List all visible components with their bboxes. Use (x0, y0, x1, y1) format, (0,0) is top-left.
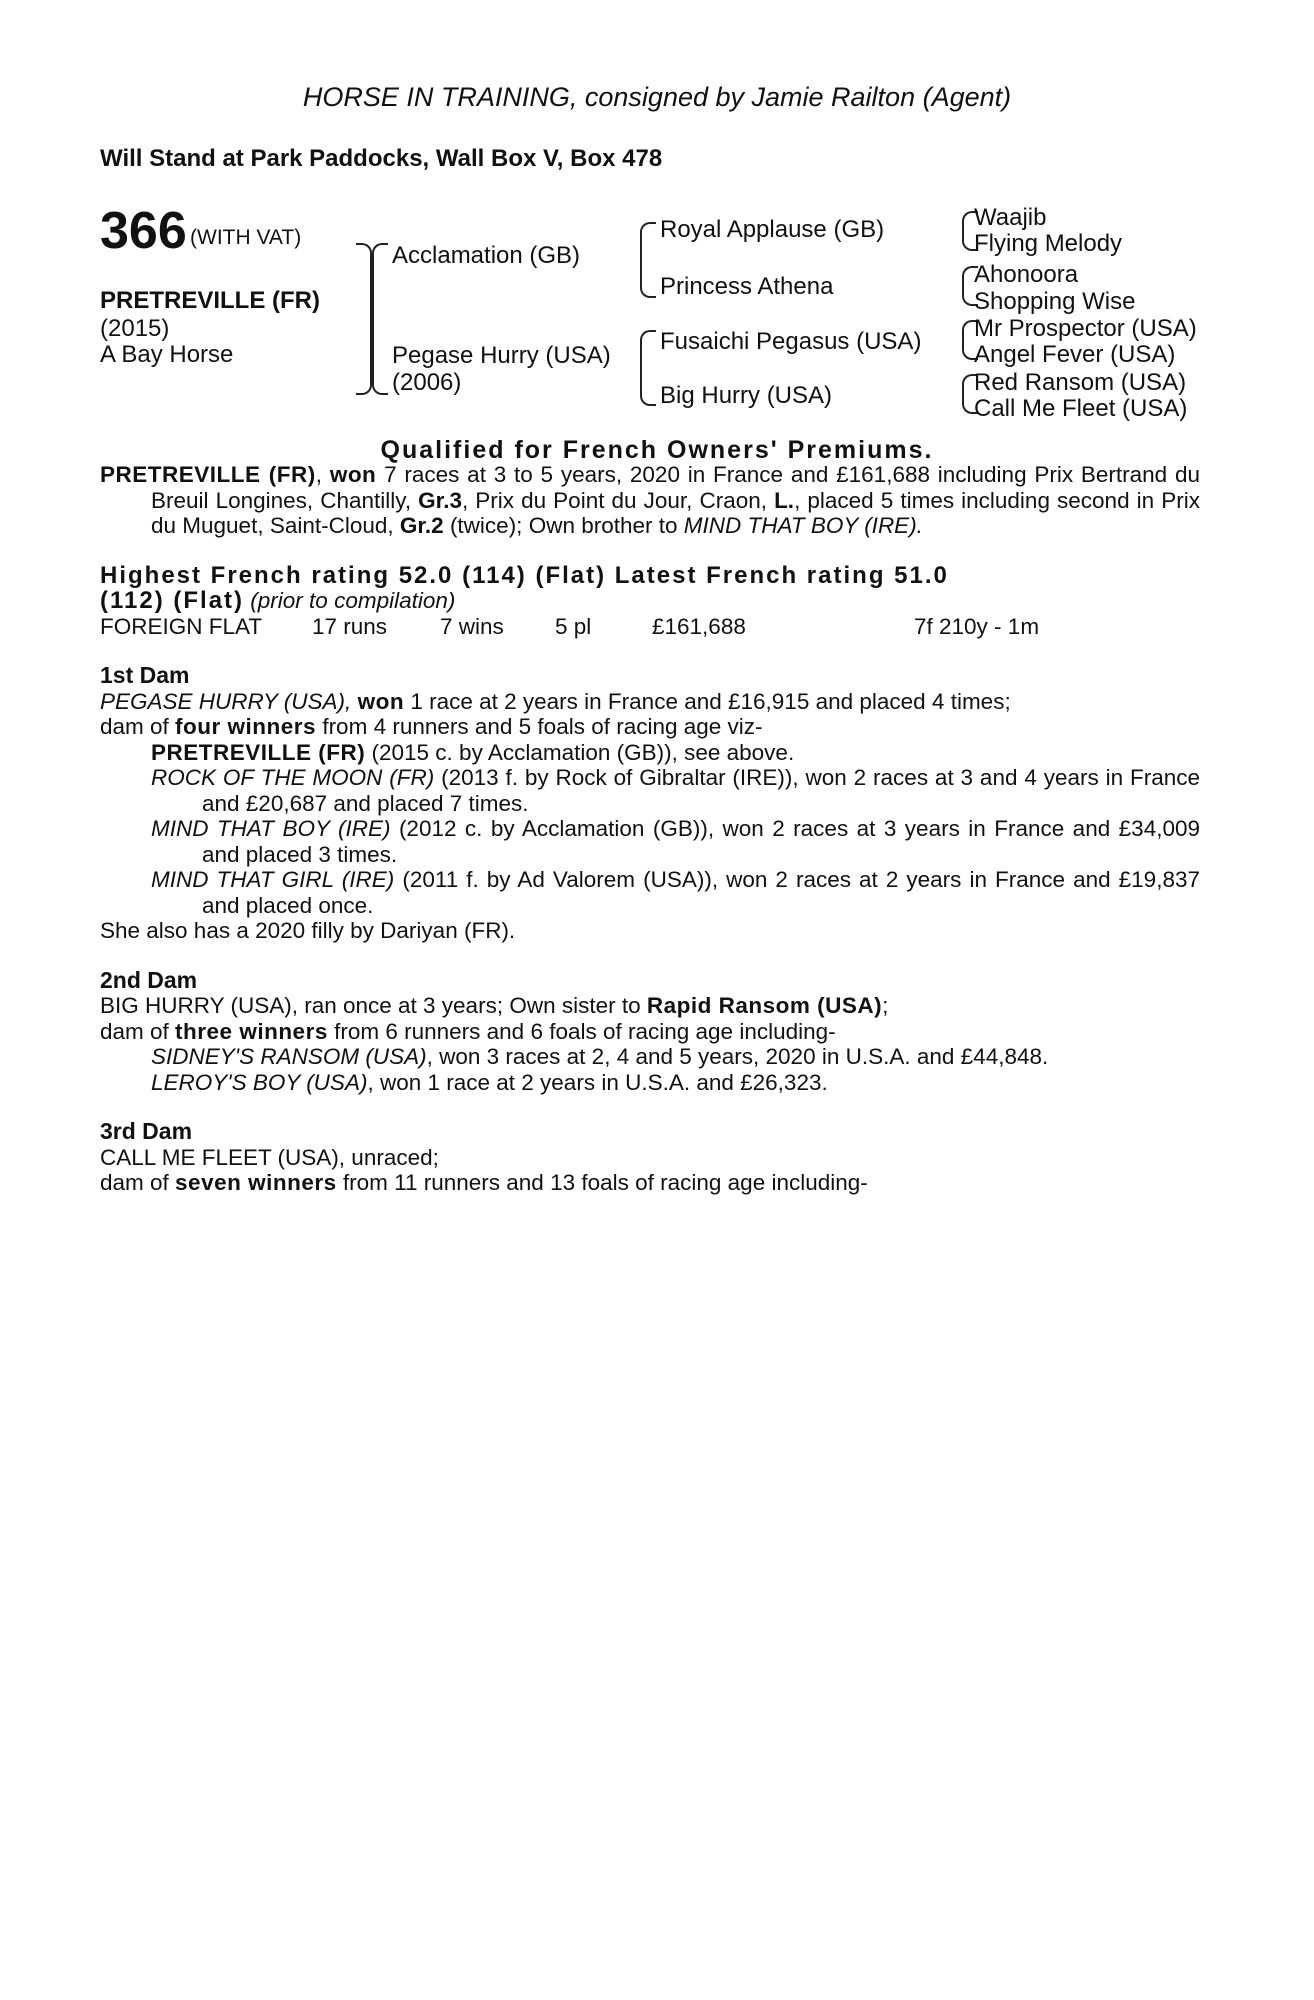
produce-1-name: PRETREVILLE (FR) (151, 739, 366, 765)
second-dam-record: BIG HURRY (USA), ran once at 3 years; Own sister to (100, 993, 647, 1018)
produce-2-name: LEROY'S BOY (USA) (151, 1069, 368, 1095)
qualified-note: Qualified for French Owners' Premiums. (380, 436, 934, 464)
pedigree-sss: Waajib (974, 204, 1047, 231)
pedigree-sds: Ahonoora (974, 261, 1079, 288)
rating-line-2-bold: (112) (Flat) (100, 587, 245, 614)
pedigree-dss: Mr Prospector (USA) (974, 315, 1197, 342)
horse-year: (2015) (100, 315, 170, 342)
produce-3-text: (2012 c. by Acclamation (GB)), won 2 races at 3 years in France and £34,009 and placed 3 times. (202, 816, 1200, 867)
first-dam-text (100, 689, 1200, 715)
produce-1-text: (2015 c. by Acclamation (GB)), see above. (365, 739, 795, 765)
produce-3-name: MIND THAT BOY (IRE) (151, 816, 391, 841)
third-dam-text: CALL ME FLEET (USA), unraced; (100, 1144, 439, 1170)
first-dam-winners: four winners (175, 714, 317, 739)
produce-2-name: ROCK OF THE MOON (FR) (151, 765, 435, 790)
third-dam-produce-summary (100, 1170, 1200, 1196)
pedigree-dds: Red Ransom (USA) (974, 369, 1187, 396)
produce-2-text: , won 1 race at 2 years in U.S.A. and £26,323. (367, 1069, 828, 1095)
pedigree-brace-main (356, 243, 372, 395)
third-dam-heading: 3rd Dam (100, 1118, 193, 1144)
produce-4-name: MIND THAT GIRL (IRE) (151, 867, 395, 892)
stats-distance: 7f 210y - 1m (914, 613, 1040, 639)
pedigree-ssd: Flying Melody (974, 230, 1123, 257)
page-title: HORSE IN TRAINING, consigned by Jamie Railton (Agent) (302, 82, 1012, 112)
record-horse-name: PRETREVILLE (FR) (100, 462, 316, 487)
first-dam-produce-4 (100, 867, 1200, 918)
produce-1-name: SIDNEY'S RANSOM (USA) (151, 1044, 427, 1069)
pedigree-brace-parents (372, 243, 388, 395)
first-dam-heading: 1st Dam (100, 662, 190, 688)
horse-name: PRETREVILLE (FR) (100, 287, 320, 314)
rating-line-1: Highest French rating 52.0 (114) (Flat) Latest French rating 51.0 (100, 561, 949, 589)
stats-runs: 17 runs (312, 613, 388, 639)
pedigree-dam-year: (2006) (392, 369, 462, 396)
pedigree-sdd: Shopping Wise (974, 288, 1136, 315)
vat-note: (WITH VAT) (190, 226, 302, 249)
first-dam-produce-rest: from 4 runners and 5 foals of racing age viz- (316, 714, 763, 739)
second-dam-sister: Rapid Ransom (USA) (646, 993, 883, 1018)
second-dam-text-end: ; (882, 993, 889, 1018)
third-dam-winners: seven winners (175, 1170, 337, 1195)
record-text-1: 7 races at 3 to 5 years, 2020 in France and £161,688 including Prix Bertrand du Breuil Longines, Chantilly, (151, 462, 1200, 513)
record-brother: MIND THAT BOY (IRE). (683, 513, 923, 538)
first-dam-also: She also has a 2020 filly by Dariyan (FR). (100, 918, 516, 943)
lot-number: 366 (100, 202, 187, 260)
second-dam-produce-rest: from 6 runners and 6 foals of racing age including- (327, 1018, 836, 1044)
first-dam-name: PEGASE HURRY (USA), (100, 688, 352, 714)
pedigree-ds: Fusaichi Pegasus (USA) (660, 328, 922, 355)
produce-2-text: (2013 f. by Rock of Gibraltar (IRE)), won 2 races at 3 and 4 years in France and £20,687 and placed 7 times. (202, 765, 1200, 816)
first-dam-produce-1 (100, 740, 1200, 766)
race-stats (100, 614, 1200, 640)
horse-description: A Bay Horse (100, 341, 234, 368)
dam-of-label: dam of (100, 714, 176, 739)
third-dam-produce-rest: from 11 runners and 13 foals of racing age including- (336, 1170, 868, 1195)
pedigree-sd: Princess Athena (660, 273, 834, 300)
first-dam-produce-3 (100, 816, 1200, 867)
record-text-4: (twice); Own brother to (443, 513, 684, 538)
second-dam-produce-2 (100, 1070, 1200, 1096)
pedigree-sire: Acclamation (GB) (392, 242, 581, 269)
first-dam-won: won (357, 688, 405, 714)
race-record (100, 462, 1200, 1196)
first-dam-produce-2 (100, 765, 1200, 816)
record-won: won (329, 462, 377, 487)
stats-label: FOREIGN FLAT (100, 613, 263, 639)
second-dam-text (100, 993, 1200, 1019)
rating-line-2 (100, 588, 1200, 614)
race-record-text: PRETREVILLE (FR), won 7 races at 3 to 5 years, 2020 in France and £161,688 including Prix Bertrand du Breuil Longines, Chantilly, Gr.3, Prix du Point du Jour, Craon, L., placed 5 times including second in Prix du Muguet, Saint-Cloud, Gr.2 (twice); Own brother to MIND THAT BOY (IRE). (100, 462, 1200, 538)
pedigree-ddd: Call Me Fleet (USA) (974, 395, 1188, 422)
second-dam-heading: 2nd Dam (100, 966, 198, 993)
pedigree-dam: Pegase Hurry (USA) (392, 342, 611, 369)
rating-line-2-note: (prior to compilation) (250, 588, 456, 613)
record-listed: L. (774, 487, 795, 513)
dam-of-label: dam of (100, 1018, 176, 1044)
second-dam-produce-summary (100, 1019, 1200, 1045)
produce-4-text: (2011 f. by Ad Valorem (USA)), won 2 races at 2 years in France and £19,837 and placed once. (202, 867, 1200, 918)
stats-money: £161,688 (652, 613, 746, 639)
produce-1-text: , won 3 races at 2, 4 and 5 years, 2020 in U.S.A. and £44,848. (426, 1044, 1049, 1069)
record-text-3: , placed 5 times including second in Prix du Muguet, Saint-Cloud, (151, 487, 1200, 538)
pedigree-ss: Royal Applause (GB) (660, 216, 885, 243)
pedigree-brace-dam (640, 330, 656, 406)
stats-wins: 7 wins (440, 613, 504, 639)
stats-placed: 5 pl (555, 613, 592, 639)
record-text-2: , Prix du Point du Jour, Craon, (461, 487, 775, 513)
pedigree-dsd: Angel Fever (USA) (974, 341, 1176, 368)
record-grade-3: Gr.3 (418, 487, 462, 513)
pedigree-dd: Big Hurry (USA) (660, 382, 833, 409)
record-grade-2: Gr.2 (399, 513, 444, 538)
second-dam-produce-1 (100, 1044, 1200, 1070)
second-dam-winners: three winners (175, 1018, 328, 1044)
dam-of-label: dam of (100, 1170, 176, 1195)
first-dam-produce-summary (100, 714, 1200, 740)
first-dam-record: 1 race at 2 years in France and £16,915 and placed 4 times; (404, 688, 1011, 714)
pedigree-brace-sire (640, 222, 656, 298)
stand-location: Will Stand at Park Paddocks, Wall Box V, Box 478 (100, 145, 663, 172)
